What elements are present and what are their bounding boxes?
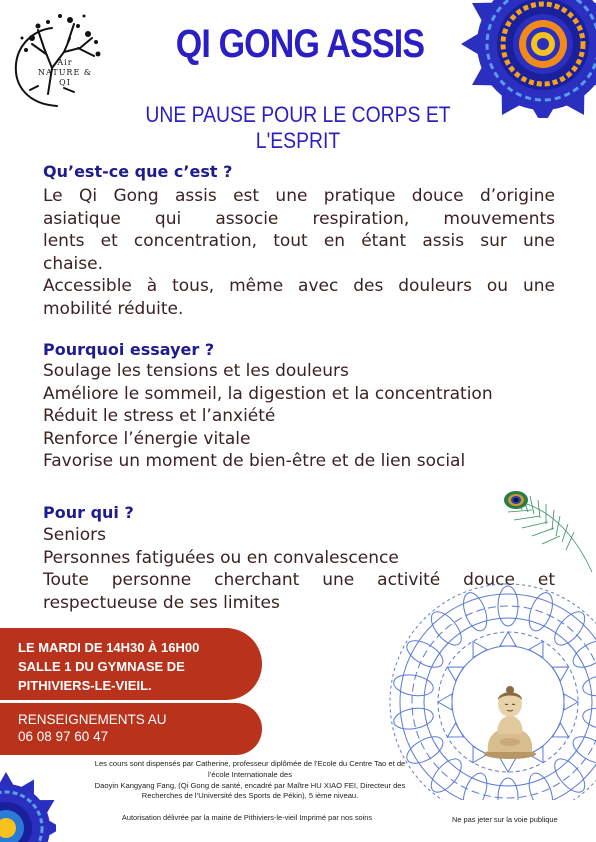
list-item: respectueuse de ses limites bbox=[43, 592, 280, 613]
credits-text bbox=[44, 759, 456, 802]
body-line: chaise. bbox=[43, 253, 103, 274]
page-title: QI GONG ASSIS bbox=[175, 22, 425, 66]
credits-line: Recherches de l’Université des Sports de Pékin), 5 ième niveau. bbox=[141, 791, 359, 801]
list-item: Personnes fatiguées ou en convalescence bbox=[43, 547, 399, 568]
list-item: Seniors bbox=[43, 525, 106, 545]
page-subtitle: UNE PAUSE POUR LE CORPS ET L'ESPRIT bbox=[145, 102, 451, 153]
list-item: Toute personne cherchant une activité douce et bbox=[43, 570, 555, 591]
credits-line: Daoyin Kangyang Fang, (Qi Gong de santé, encadré par Maître HU XIAO FEI, Directeur des bbox=[94, 780, 406, 790]
section-heading-what: Qu’est-ce que c’est ? bbox=[43, 162, 233, 181]
mandala-top-right bbox=[455, 0, 596, 118]
list-item: Renforce l’énergie vitale bbox=[43, 428, 251, 449]
schedule-line: PITHIVIERS-LE-VIEIL. bbox=[18, 678, 152, 693]
list-item: Améliore le sommeil, la digestion et la concentration bbox=[43, 383, 493, 404]
section-heading-why: Pourquoi essayer ? bbox=[43, 340, 215, 359]
list-item: Réduit le stress et l’anxiété bbox=[43, 406, 276, 427]
contact-phone: 06 08 97 60 47 bbox=[18, 729, 109, 744]
legal-notice: Autorisation délivrée par la mairie de Pithiviers-le-vieil Imprimé par nos soins bbox=[121, 813, 373, 822]
section-heading-who: Pour qui ? bbox=[43, 503, 134, 522]
credits-line: l’école Internationale des bbox=[207, 769, 292, 779]
body-line: asiatique qui associe respiration, mouvements bbox=[43, 208, 555, 229]
body-line: lents et concentration, tout en étant assis sur une bbox=[43, 231, 555, 252]
schedule-line: SALLE 1 DU GYMNASE DE bbox=[18, 659, 185, 674]
body-line: Accessible à tous, même avec des douleurs ou une bbox=[43, 276, 555, 297]
body-line: mobilité réduite. bbox=[43, 298, 184, 319]
section-body-why bbox=[43, 360, 573, 473]
section-body-what bbox=[43, 185, 555, 321]
schedule-banner bbox=[0, 628, 262, 700]
body-line: Le Qi Gong assis est une pratique douce d’origine bbox=[43, 186, 555, 206]
logo-text: Air NATURE & QI bbox=[38, 58, 92, 87]
buddha-statue-icon bbox=[478, 684, 542, 760]
list-item: Soulage les tensions et les douleurs bbox=[43, 361, 349, 381]
credits-line: Les cours sont dispensés par Catherine, professeur diplômée de l’Ecole du Centre Tao et de bbox=[94, 759, 406, 768]
contact-label: RENSEIGNEMENTS AU bbox=[18, 712, 167, 727]
no-trash-notice: Ne pas jeter sur la voie publique bbox=[452, 815, 558, 824]
list-item: Favorise un moment de bien-être et de lien social bbox=[43, 451, 466, 472]
contact-banner bbox=[0, 703, 262, 755]
schedule-line: LE MARDI DE 14H30 À 16H00 bbox=[18, 640, 200, 655]
